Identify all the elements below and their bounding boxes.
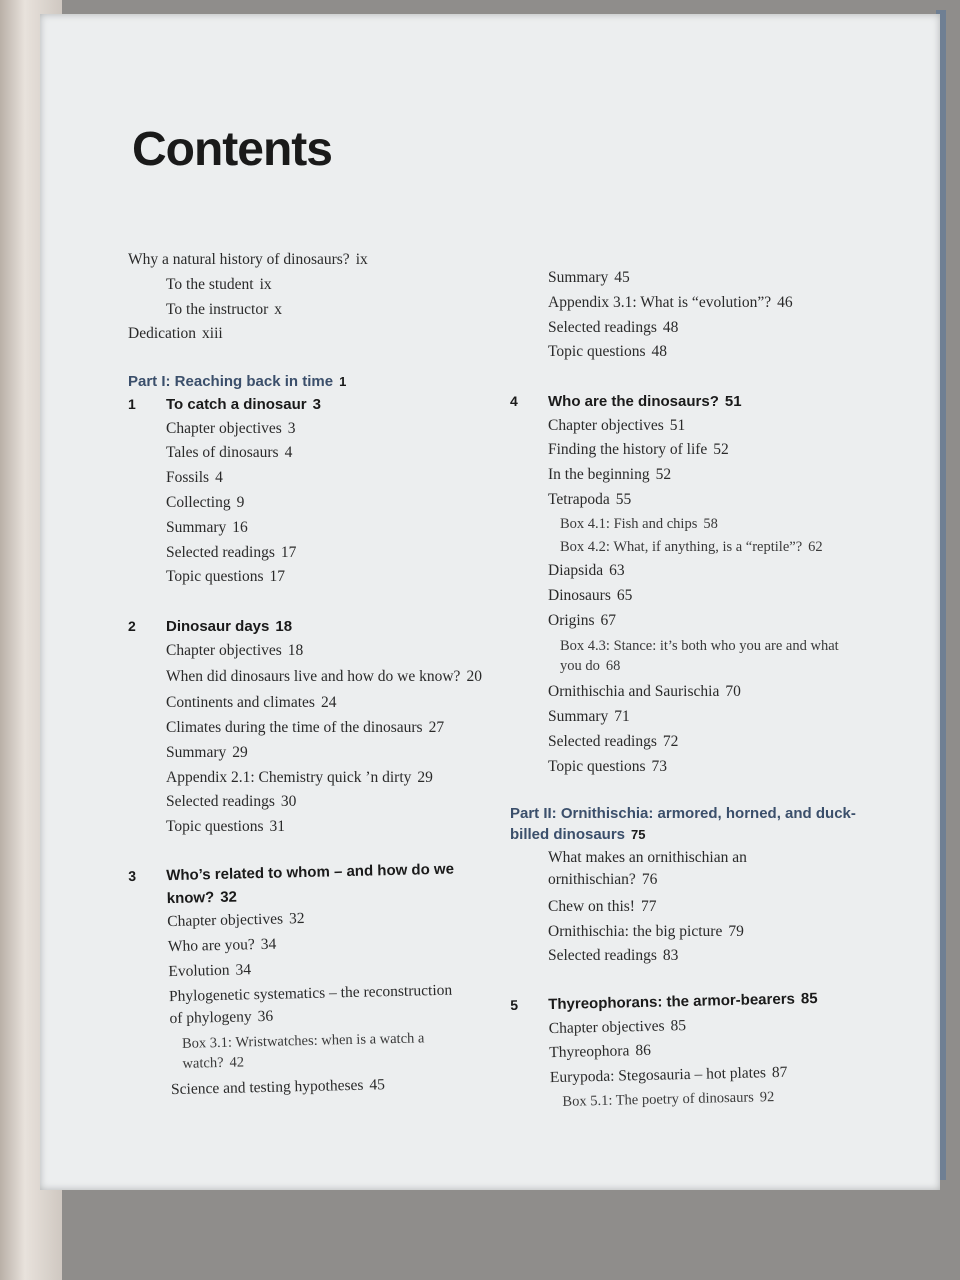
chapter-heading: 5 Thyreophorans: the armor-bearers 85 [510, 990, 818, 1014]
toc-entry: Ornithischia: the big picture 79 [548, 922, 744, 940]
toc-box-entry: Box 3.1: Wristwatches: when is a watch a watch? 42 [181, 1030, 425, 1072]
toc-entry: Ornithischia and Saurischia 70 [548, 683, 741, 701]
chapter-block [510, 391, 868, 779]
toc-entry: Thyreophora 86 [549, 1042, 652, 1062]
toc-entry: When did dinosaurs live and how do we know? 20 [166, 667, 482, 685]
toc-entry: To the instructor x [166, 300, 282, 318]
toc-entry: What makes an ornithischian an ornithischian? 76 [548, 849, 747, 889]
toc-entry: Topic questions 31 [166, 818, 286, 836]
chapter-block [510, 987, 871, 1115]
toc-entry: Chapter objectives 3 [166, 419, 296, 437]
toc-entry: Topic questions 73 [548, 757, 668, 775]
chapter-continuation [548, 266, 868, 365]
toc-entry: Chapter objectives 51 [548, 416, 686, 434]
toc-entry: Fossils 4 [166, 469, 223, 487]
toc-box-entry: Box 4.3: Stance: it’s both who you are and what you do 68 [560, 637, 839, 674]
toc-entry: Continents and climates 24 [166, 694, 337, 712]
toc-entry: Climates during the time of the dinosaurs 27 [166, 719, 445, 737]
page-title: Contents [132, 123, 332, 176]
toc-entry: Summary 71 [548, 708, 630, 726]
toc-box-entry: Box 4.1: Fish and chips 58 [560, 515, 718, 532]
toc-right-column [510, 266, 868, 1115]
toc-entry: Dedication xiii [128, 325, 223, 343]
toc-entry: Science and testing hypotheses 45 [170, 1076, 386, 1099]
toc-box-entry: Box 5.1: The poetry of dinosaurs 92 [562, 1089, 775, 1110]
toc-entry: Topic questions 17 [166, 568, 286, 586]
toc-entry: Summary 16 [166, 518, 248, 536]
toc-entry: Chapter objectives 18 [166, 641, 304, 659]
toc-entry: In the beginning 52 [548, 466, 672, 484]
toc-entry: Chapter objectives 85 [548, 1016, 687, 1037]
toc-entry: Selected readings 83 [548, 947, 679, 965]
chapter-block [128, 616, 498, 840]
toc-entry: Selected readings 17 [166, 543, 297, 561]
toc-entry: Summary 45 [548, 269, 630, 286]
front-matter-list [128, 248, 498, 347]
chapter-heading: 3 Who’s related to whom – and how do we know? 32 [128, 860, 455, 907]
part-heading: Part II: Ornithischia: armored, horned, and duck-billed dinosaurs 75 [510, 805, 856, 844]
chapter-block [128, 394, 498, 590]
toc-entry: Phylogenetic systematics – the reconstruction of phylogeny 36 [168, 982, 453, 1028]
toc-entry: Finding the history of life 52 [548, 441, 729, 459]
toc-entry: Selected readings 48 [548, 318, 679, 336]
toc-entry: To the student ix [166, 275, 272, 293]
toc-entry: Collecting 9 [166, 494, 245, 512]
toc-entry: Appendix 2.1: Chemistry quick ’n dirty 29 [166, 768, 433, 786]
toc-entry: Appendix 3.1: What is “evolution”? 46 [548, 293, 793, 311]
toc-entry: Chew on this! 77 [548, 897, 657, 915]
toc-entry: Selected readings 30 [166, 793, 297, 811]
toc-entry: Chapter objectives 32 [167, 910, 305, 931]
toc-entry: Origins 67 [548, 611, 616, 629]
part-block [510, 803, 870, 969]
toc-entry: Summary 29 [166, 743, 248, 761]
toc-box-entry: Box 4.2: What, if anything, is a “reptile”? 62 [560, 539, 823, 556]
toc-entry: Tetrapoda 55 [548, 491, 632, 509]
toc-entry: Why a natural history of dinosaurs? ix [128, 251, 368, 268]
toc-left-column [128, 248, 498, 1104]
toc-entry: Eurypoda: Stegosauria – hot plates 87 [549, 1064, 788, 1087]
toc-entry: Dinosaurs 65 [548, 587, 633, 605]
chapter-heading: 2 Dinosaur days 18 [128, 618, 293, 636]
toc-entry: Diapsida 63 [548, 562, 625, 580]
chapter-heading: 1 To catch a dinosaur 3 [128, 396, 321, 414]
toc-entry: Selected readings 72 [548, 732, 679, 750]
toc-entry: Who are you? 34 [167, 935, 277, 955]
toc-entry: Evolution 34 [168, 960, 252, 980]
toc-entry: Topic questions 48 [548, 343, 668, 361]
toc-entry: Tales of dinosaurs 4 [166, 444, 293, 462]
part-heading: Part I: Reaching back in time 1 [128, 373, 347, 391]
chapter-heading: 4 Who are the dinosaurs? 51 [510, 393, 742, 411]
chapter-block [128, 858, 503, 1104]
